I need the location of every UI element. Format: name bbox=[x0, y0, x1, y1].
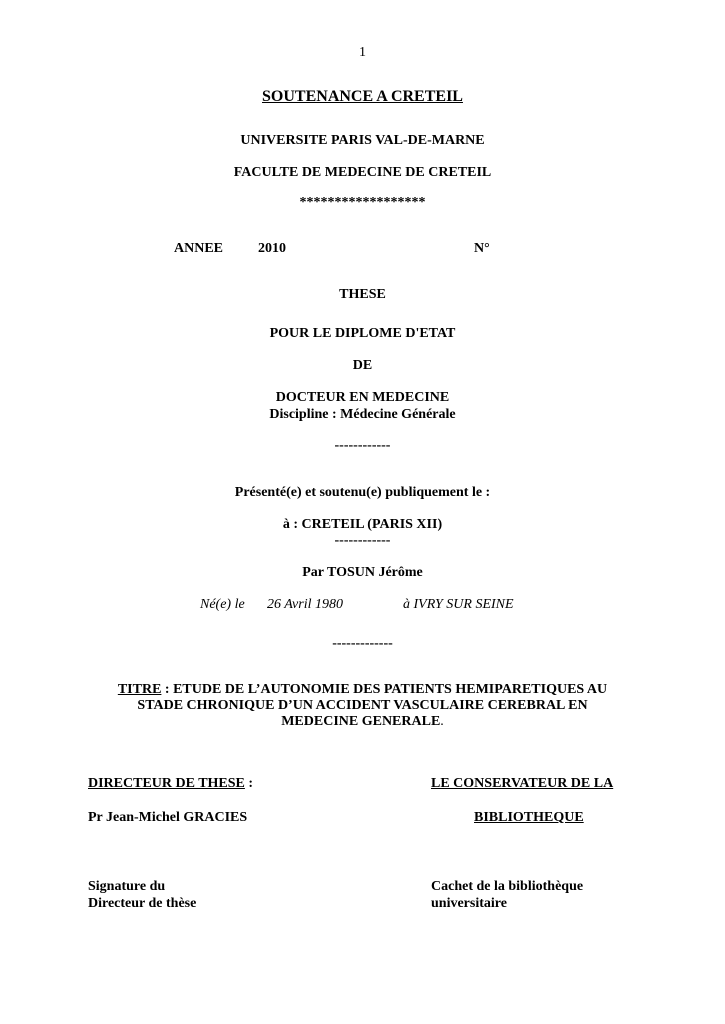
titre-line-1: : ETUDE DE L’AUTONOMIE DES PATIENTS HEMIPARETIQUES AU bbox=[161, 682, 608, 697]
titre-line-2: STADE CHRONIQUE D’UN ACCIDENT VASCULAIRE CEREBRAL EN bbox=[137, 698, 588, 713]
stars-separator: ****************** bbox=[299, 195, 426, 210]
thesis-title-end bbox=[0, 713, 725, 730]
discipline-line: Discipline : Médecine Générale bbox=[269, 407, 456, 422]
these-title: THESE bbox=[339, 287, 386, 302]
presente-line: Présenté(e) et soutenu(e) publiquement le : bbox=[234, 485, 491, 500]
directeur-label: DIRECTEUR DE THESE bbox=[88, 776, 245, 791]
cachet-line-2: universitaire bbox=[431, 896, 507, 911]
directeur-name: Pr Jean-Michel GRACIES bbox=[88, 810, 248, 825]
birth-date: 26 Avril 1980 bbox=[267, 597, 343, 612]
docteur-line: DOCTEUR EN MEDECINE bbox=[275, 390, 450, 405]
annee-value: 2010 bbox=[258, 241, 286, 256]
faculty-name: FACULTE DE MEDECINE DE CRETEIL bbox=[233, 165, 492, 180]
bibliotheque-label: BIBLIOTHEQUE bbox=[474, 810, 584, 825]
signature-line-2: Directeur de thèse bbox=[88, 896, 197, 911]
birth-label: Né(e) le bbox=[200, 597, 245, 612]
university-name: UNIVERSITE PARIS VAL-DE-MARNE bbox=[240, 133, 485, 148]
page-number: 1 bbox=[359, 45, 366, 60]
separator-2: ------------ bbox=[334, 533, 391, 548]
de-line: DE bbox=[352, 358, 373, 373]
titre-label: TITRE bbox=[117, 682, 162, 697]
numero-label: N° bbox=[474, 241, 490, 256]
diplome-line: POUR LE DIPLOME D'ETAT bbox=[269, 326, 456, 341]
lieu-line: à : CRETEIL (PARIS XII) bbox=[282, 517, 443, 532]
titre-line-3: MEDECINE GENERALE bbox=[281, 714, 441, 729]
birth-place: à IVRY SUR SEINE bbox=[403, 597, 514, 612]
titre-end: . bbox=[440, 714, 444, 729]
document-heading: SOUTENANCE A CRETEIL bbox=[262, 88, 463, 105]
conservateur-label: LE CONSERVATEUR DE LA bbox=[431, 776, 614, 791]
cachet-line-1: Cachet de la bibliothèque bbox=[431, 879, 584, 894]
author-line: Par TOSUN Jérôme bbox=[302, 565, 423, 580]
thesis-title bbox=[0, 681, 725, 698]
directeur-colon: : bbox=[244, 776, 254, 791]
signature-line-1: Signature du bbox=[88, 879, 166, 894]
separator-1: ------------ bbox=[334, 438, 391, 453]
directeur-label-line bbox=[88, 775, 253, 792]
annee-label: ANNEE bbox=[174, 241, 224, 256]
separator-3: ------------- bbox=[332, 636, 393, 651]
